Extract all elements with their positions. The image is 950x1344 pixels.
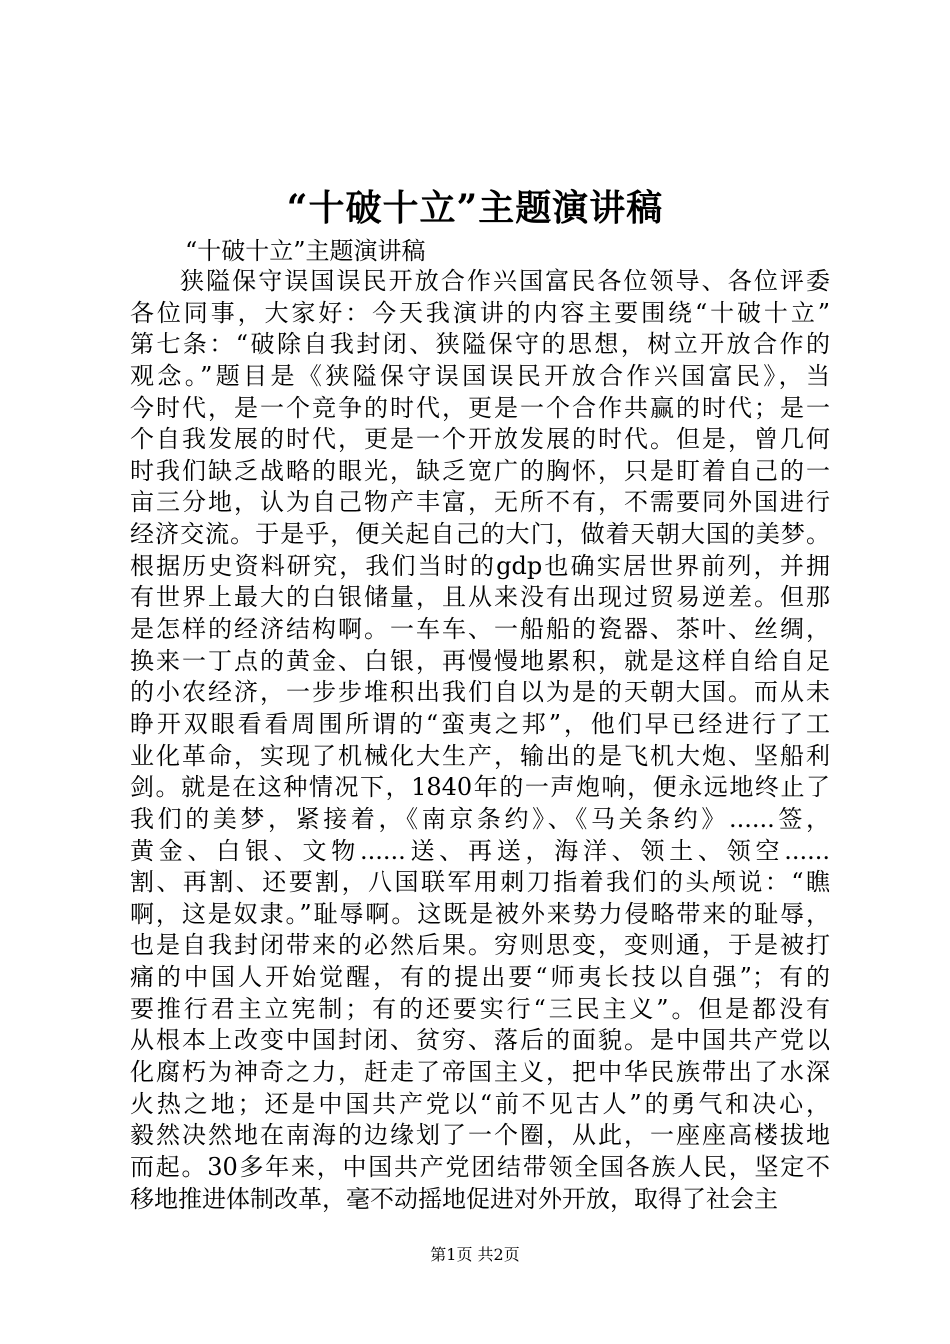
body-line: 而起。30多年来，中国共产党团结带领全国各族人民，坚定不	[130, 1152, 830, 1181]
body-line: 观念。”题目是《狭隘保守误国误民开放合作兴国富民》，当	[130, 361, 830, 390]
body-line: 割、再割、还要割，八国联军用刺刀指着我们的头颅说：“瞧	[130, 868, 830, 897]
body-line: 化腐朽为神奇之力，赶走了帝国主义，把中华民族带出了水深	[130, 1058, 830, 1087]
body-line: 时我们缺乏战略的眼光，缺乏宽广的胸怀，只是盯着自己的一	[130, 456, 830, 485]
body-line: 个自我发展的时代，更是一个开放发展的时代。但是，曾几何	[130, 425, 830, 454]
body-line: 睁开双眼看看周围所谓的“蛮夷之邦”，他们早已经进行了工	[130, 709, 830, 738]
body-line: 移地推进体制改革，毫不动摇地促进对外开放，取得了社会主	[130, 1184, 778, 1213]
body-line: 第七条：“破除自我封闭、狭隘保守的思想，树立开放合作的	[130, 330, 830, 359]
body-line: 毅然决然地在南海的边缘划了一个圈，从此，一座座高楼拔地	[130, 1121, 830, 1150]
document-title: “十破十立”主题演讲稿	[286, 187, 664, 229]
body-line: 黄金、白银、文物......送、再送，海洋、领土、领空......	[130, 836, 830, 865]
body-line: 根据历史资料研究，我们当时的gdp也确实居世界前列，并拥	[130, 551, 830, 580]
body-line: 经济交流。于是乎，便关起自己的大门，做着天朝大国的美梦。	[130, 520, 830, 549]
body-line: 换来一丁点的黄金、白银，再慢慢地累积，就是这样自给自足	[130, 646, 830, 675]
body-line: 今时代，是一个竞争的时代，更是一个合作共赢的时代；是一	[130, 393, 830, 422]
body-line: 火热之地；还是中国共产党以“前不见古人”的勇气和决心，	[130, 1089, 830, 1118]
document-subtitle: “十破十立”主题演讲稿	[185, 237, 426, 265]
body-line: 从根本上改变中国封闭、贫穷、落后的面貌。是中国共产党以	[130, 1026, 830, 1055]
body-line: 剑。就是在这种情况下，1840年的一声炮响，便永远地终止了	[130, 773, 830, 802]
body-line: 的小农经济，一步步堆积出我们自以为是的天朝大国。而从未	[130, 678, 830, 707]
document-body	[130, 266, 830, 1215]
body-line: 业化革命，实现了机械化大生产，输出的是飞机大炮、坚船利	[130, 741, 830, 770]
body-line: 痛的中国人开始觉醒，有的提出要“师夷长技以自强”；有的	[130, 963, 830, 992]
body-line: 有世界上最大的白银储量，且从来没有出现过贸易逆差。但那	[130, 583, 830, 612]
body-line: 是怎样的经济结构啊。一车车、一船船的瓷器、茶叶、丝绸，	[130, 615, 830, 644]
body-line: 各位同事，大家好：今天我演讲的内容主要围绕“十破十立”	[130, 298, 830, 327]
body-line: 啊，这是奴隶。”耻辱啊。这既是被外来势力侵略带来的耻辱，	[130, 899, 830, 928]
body-line: 狭隘保守误国误民开放合作兴国富民各位领导、各位评委	[180, 267, 830, 295]
body-line: 也是自我封闭带来的必然后果。穷则思变，变则通，于是被打	[130, 931, 830, 960]
body-line: 亩三分地，认为自己物产丰富，无所不有，不需要同外国进行	[130, 488, 830, 517]
body-line: 我们的美梦，紧接着，《南京条约》、《马关条约》......签，	[130, 804, 830, 833]
body-line: 要推行君主立宪制；有的还要实行“三民主义”。但是都没有	[130, 994, 830, 1023]
page-footer: 第1页 共2页	[430, 1245, 520, 1264]
